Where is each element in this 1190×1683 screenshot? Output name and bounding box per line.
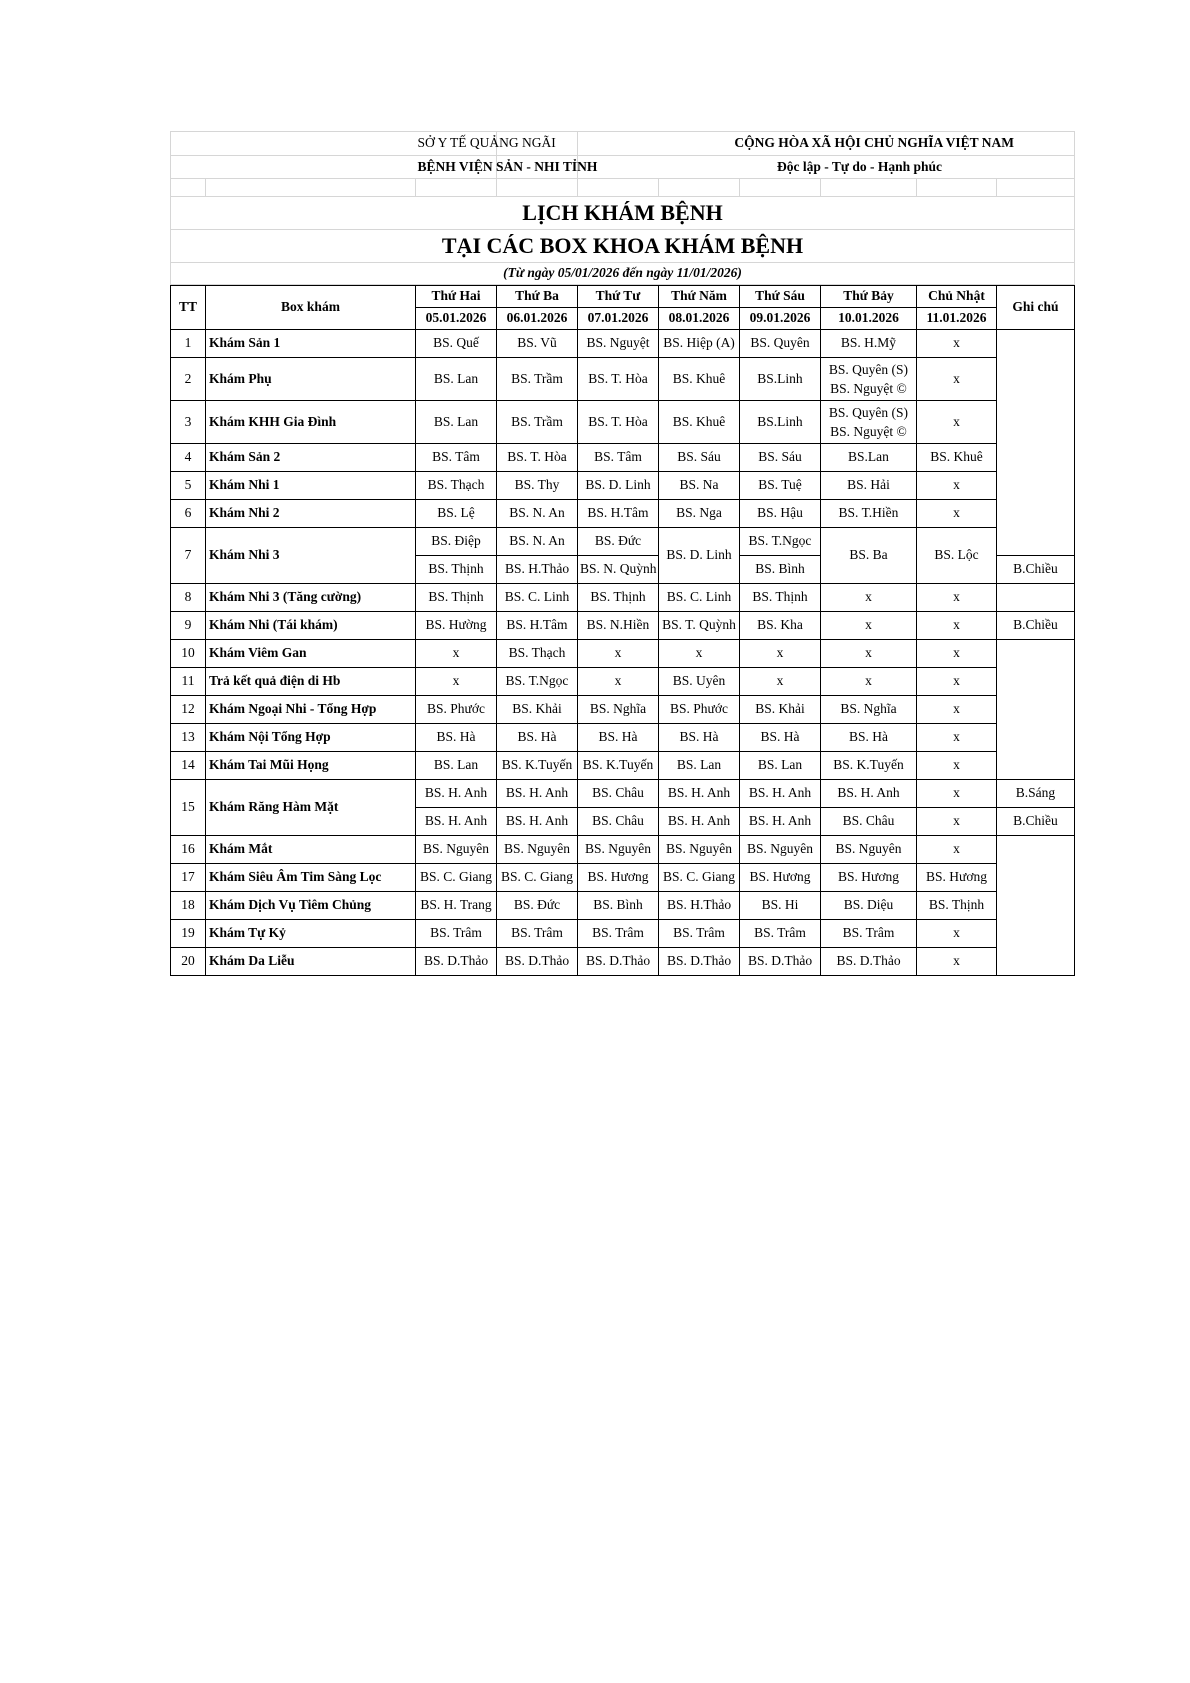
cell: BS. H. Anh <box>416 780 497 808</box>
box-name: Khám Dịch Vụ Tiêm Chủng <box>206 892 416 920</box>
cell: x <box>917 330 997 358</box>
col-header-tt: TT <box>171 286 206 330</box>
cell: BS. Bình <box>740 556 821 584</box>
cell: x <box>917 920 997 948</box>
cell: BS. Bình <box>578 892 659 920</box>
cell: x <box>917 401 997 444</box>
row-number: 16 <box>171 836 206 864</box>
cell: BS. Đức <box>497 892 578 920</box>
cell: BS. Thịnh <box>578 584 659 612</box>
nation-line-1: CỘNG HÒA XÃ HỘI CHỦ NGHĨA VIỆT NAM <box>578 132 1075 156</box>
cell: BS. C. Giang <box>416 864 497 892</box>
row-number: 10 <box>171 640 206 668</box>
cell: x <box>917 696 997 724</box>
table-row <box>171 724 1075 752</box>
cell: BS. H. Anh <box>659 808 740 836</box>
cell: BS. Hà <box>821 724 917 752</box>
schedule-grid <box>170 285 1075 976</box>
cell: x <box>740 640 821 668</box>
cell: BS. H. Trang <box>416 892 497 920</box>
cell: x <box>578 668 659 696</box>
cell: BS. D.Thảo <box>497 948 578 976</box>
cell: BS. Lệ <box>416 500 497 528</box>
cell: BS. Hà <box>416 724 497 752</box>
cell: BS. Quế <box>416 330 497 358</box>
row-number: 15 <box>171 780 206 836</box>
cell: BS. Hương <box>821 864 917 892</box>
col-header-date: 05.01.2026 <box>416 308 497 330</box>
cell: BS. Hường <box>416 612 497 640</box>
cell: BS. T.Ngọc <box>740 528 821 556</box>
cell: x <box>917 358 997 401</box>
cell: BS. K.Tuyến <box>497 752 578 780</box>
cell: BS. H. Anh <box>497 780 578 808</box>
box-name: Khám Tự Kỷ <box>206 920 416 948</box>
cell: BS. H.Thảo <box>659 892 740 920</box>
box-name: Khám Siêu Âm Tim Sàng Lọc <box>206 864 416 892</box>
cell: BS. D.Thảo <box>659 948 740 976</box>
cell: BS. Lan <box>416 752 497 780</box>
cell: BS. Khải <box>497 696 578 724</box>
table-row <box>171 640 1075 668</box>
note-cell <box>997 640 1075 780</box>
cell: BS. Khuê <box>659 401 740 444</box>
box-name: Khám Nhi 3 <box>206 528 416 584</box>
cell: BS. Thịnh <box>416 556 497 584</box>
page-subtitle-title: TẠI CÁC BOX KHOA KHÁM BỆNH <box>171 230 1075 263</box>
cell: x <box>917 724 997 752</box>
cell: BS. Khuê <box>659 358 740 401</box>
box-name: Khám Nội Tổng Hợp <box>206 724 416 752</box>
cell: BS. Hải <box>821 472 917 500</box>
cell: BS. Thạch <box>497 640 578 668</box>
cell: BS. Hương <box>917 864 997 892</box>
cell: x <box>917 584 997 612</box>
table-row <box>171 584 1075 612</box>
cell: BS. D. Linh <box>578 472 659 500</box>
cell: x <box>917 780 997 808</box>
note-cell <box>997 584 1075 612</box>
cell: BS. N. Quỳnh <box>578 556 659 584</box>
cell: BS. D.Thảo <box>578 948 659 976</box>
cell: x <box>917 808 997 836</box>
cell: BS. H. Anh <box>821 780 917 808</box>
cell: BS. Nguyên <box>497 836 578 864</box>
cell: BS. D. Linh <box>659 528 740 584</box>
box-name: Trả kết quả điện di Hb <box>206 668 416 696</box>
cell: BS. H.Thảo <box>497 556 578 584</box>
cell: BS. C. Giang <box>659 864 740 892</box>
cell: BS. Lộc <box>917 528 997 584</box>
row-number: 12 <box>171 696 206 724</box>
cell: BS. Thịnh <box>740 584 821 612</box>
box-name: Khám Da Liễu <box>206 948 416 976</box>
row-number: 2 <box>171 358 206 401</box>
row-number: 17 <box>171 864 206 892</box>
box-name: Khám Phụ <box>206 358 416 401</box>
cell: BS. N. An <box>497 528 578 556</box>
nation-line-2: Độc lập - Tự do - Hạnh phúc <box>578 156 1075 179</box>
row-number: 11 <box>171 668 206 696</box>
table-row <box>171 864 1075 892</box>
box-name: Khám Nhi 1 <box>206 472 416 500</box>
row-number: 6 <box>171 500 206 528</box>
cell: BS. Trâm <box>497 920 578 948</box>
cell: BS. Trâm <box>740 920 821 948</box>
box-name: Khám KHH Gia Đình <box>206 401 416 444</box>
row-number: 18 <box>171 892 206 920</box>
cell: BS. Tâm <box>578 444 659 472</box>
col-header-day: Thứ Tư <box>578 286 659 308</box>
col-header-day: Chủ Nhật <box>917 286 997 308</box>
row-number: 9 <box>171 612 206 640</box>
cell: BS. N.Hiền <box>578 612 659 640</box>
cell: BS. Trâm <box>659 920 740 948</box>
cell: BS. Hiệp (A) <box>659 330 740 358</box>
cell-line: BS. Quyên (S) <box>828 362 909 377</box>
cell: BS.Lan <box>821 444 917 472</box>
row-number: 13 <box>171 724 206 752</box>
cell: BS. Hà <box>578 724 659 752</box>
cell: BS. Trầm <box>497 401 578 444</box>
col-header-day: Thứ Sáu <box>740 286 821 308</box>
cell: BS. Nghĩa <box>578 696 659 724</box>
cell: BS.Linh <box>740 358 821 401</box>
cell: BS. Hà <box>740 724 821 752</box>
cell: BS. Khuê <box>917 444 997 472</box>
note-cell <box>997 836 1075 976</box>
cell: BS. Hà <box>497 724 578 752</box>
table-row <box>171 444 1075 472</box>
col-header-date: 08.01.2026 <box>659 308 740 330</box>
cell-line: BS. Nguyệt © <box>830 424 907 439</box>
cell: BS. Ba <box>821 528 917 584</box>
table-row <box>171 612 1075 640</box>
cell: BS. Phước <box>659 696 740 724</box>
box-name: Khám Mắt <box>206 836 416 864</box>
cell: BS. Hương <box>740 864 821 892</box>
cell: BS. Thy <box>497 472 578 500</box>
cell: BS. Châu <box>821 808 917 836</box>
row-number: 1 <box>171 330 206 358</box>
col-header-note: Ghi chú <box>997 286 1075 330</box>
cell: BS. Tâm <box>416 444 497 472</box>
row-number: 3 <box>171 401 206 444</box>
cell: BS. Hậu <box>740 500 821 528</box>
cell: BS. C. Linh <box>659 584 740 612</box>
cell: BS. Trầm <box>497 358 578 401</box>
date-range: (Từ ngày 05/01/2026 đến ngày 11/01/2026) <box>171 263 1075 285</box>
col-header-day: Thứ Hai <box>416 286 497 308</box>
cell: x <box>917 472 997 500</box>
cell: BS. Thịnh <box>917 892 997 920</box>
cell: BS. Nguyên <box>659 836 740 864</box>
cell: x <box>821 584 917 612</box>
col-header-date: 09.01.2026 <box>740 308 821 330</box>
cell: BS. H.Tâm <box>497 612 578 640</box>
note-cell: B.Chiều <box>997 612 1075 640</box>
cell: BS. D.Thảo <box>740 948 821 976</box>
cell: BS. Na <box>659 472 740 500</box>
row-number: 19 <box>171 920 206 948</box>
cell: BS. H.Tâm <box>578 500 659 528</box>
cell: BS. Phước <box>416 696 497 724</box>
cell: x <box>416 640 497 668</box>
col-header-box: Box khám <box>206 286 416 330</box>
cell: BS. Diệu <box>821 892 917 920</box>
org-line-2: BỆNH VIỆN SẢN - NHI TỈNH <box>416 156 497 179</box>
cell: BS. Nguyệt <box>578 330 659 358</box>
col-header-date: 07.01.2026 <box>578 308 659 330</box>
cell: x <box>917 640 997 668</box>
cell: BS. H. Anh <box>416 808 497 836</box>
cell-line: BS. Nguyệt © <box>830 381 907 396</box>
cell: BS. Hương <box>578 864 659 892</box>
box-name: Khám Sản 1 <box>206 330 416 358</box>
box-name: Khám Nhi 2 <box>206 500 416 528</box>
row-number: 14 <box>171 752 206 780</box>
cell: BS. Lan <box>416 401 497 444</box>
table-row <box>171 948 1075 976</box>
cell: BS. T. Hòa <box>578 358 659 401</box>
cell: BS. Thạch <box>416 472 497 500</box>
cell: BS. Lan <box>740 752 821 780</box>
row-number: 5 <box>171 472 206 500</box>
table-row <box>171 358 1075 401</box>
table-row <box>171 472 1075 500</box>
table-row <box>171 528 1075 556</box>
cell: x <box>578 640 659 668</box>
cell: x <box>917 752 997 780</box>
row-number: 20 <box>171 948 206 976</box>
cell: BS. Trâm <box>416 920 497 948</box>
col-header-day: Thứ Năm <box>659 286 740 308</box>
cell: BS. Hà <box>659 724 740 752</box>
table-row <box>171 836 1075 864</box>
cell: BS. Nguyên <box>821 836 917 864</box>
cell: x <box>821 640 917 668</box>
schedule-sheet <box>170 131 1074 976</box>
box-name: Khám Răng Hàm Mặt <box>206 780 416 836</box>
cell: BS. Sáu <box>659 444 740 472</box>
cell: BS. Điệp <box>416 528 497 556</box>
cell: x <box>917 668 997 696</box>
note-cell: B.Chiều <box>997 808 1075 836</box>
cell: x <box>917 612 997 640</box>
cell: x <box>821 612 917 640</box>
cell: BS. Nguyên <box>578 836 659 864</box>
cell: BS. Khải <box>740 696 821 724</box>
box-name: Khám Viêm Gan <box>206 640 416 668</box>
cell-line: BS. Quyên (S) <box>828 405 909 420</box>
table-row <box>171 892 1075 920</box>
cell: x <box>416 668 497 696</box>
cell: BS. Quyên <box>740 330 821 358</box>
table-row <box>171 696 1075 724</box>
cell: BS. Lan <box>659 752 740 780</box>
cell: BS. D.Thảo <box>821 948 917 976</box>
cell: BS. H. Anh <box>740 808 821 836</box>
row-number: 7 <box>171 528 206 584</box>
cell: BS. Tuệ <box>740 472 821 500</box>
cell: BS. H. Anh <box>497 808 578 836</box>
cell: x <box>740 668 821 696</box>
cell: BS. H.Mỹ <box>821 330 917 358</box>
page-title: LỊCH KHÁM BỆNH <box>171 197 1075 230</box>
cell: BS. Thịnh <box>416 584 497 612</box>
cell: BS. Đức <box>578 528 659 556</box>
cell: BS. Nguyên <box>416 836 497 864</box>
box-name: Khám Nhi 3 (Tăng cường) <box>206 584 416 612</box>
note-cell <box>997 330 1075 556</box>
cell: BS. H. Anh <box>659 780 740 808</box>
cell: x <box>917 836 997 864</box>
col-header-date: 06.01.2026 <box>497 308 578 330</box>
row-number: 4 <box>171 444 206 472</box>
cell: BS. T. Hòa <box>497 444 578 472</box>
cell: BS. T.Hiền <box>821 500 917 528</box>
table-row <box>171 780 1075 808</box>
schedule-table <box>170 131 1075 285</box>
cell: BS. Trâm <box>821 920 917 948</box>
cell: BS.Linh <box>740 401 821 444</box>
cell <box>821 401 917 444</box>
col-header-date: 11.01.2026 <box>917 308 997 330</box>
cell: BS. K.Tuyến <box>821 752 917 780</box>
col-header-day: Thứ Bảy <box>821 286 917 308</box>
cell <box>821 358 917 401</box>
table-row <box>171 752 1075 780</box>
box-name: Khám Tai Mũi Họng <box>206 752 416 780</box>
table-row <box>171 401 1075 444</box>
cell: BS. Nghĩa <box>821 696 917 724</box>
col-header-date: 10.01.2026 <box>821 308 917 330</box>
cell: BS. Châu <box>578 808 659 836</box>
cell: BS. Lan <box>416 358 497 401</box>
row-number: 8 <box>171 584 206 612</box>
cell: BS. Sáu <box>740 444 821 472</box>
cell: BS. H. Anh <box>740 780 821 808</box>
cell: x <box>821 668 917 696</box>
cell: BS. Trâm <box>578 920 659 948</box>
table-row <box>171 500 1075 528</box>
cell: x <box>917 948 997 976</box>
cell: BS. T. Hòa <box>578 401 659 444</box>
box-name: Khám Sản 2 <box>206 444 416 472</box>
cell: BS. Vũ <box>497 330 578 358</box>
cell: BS. C. Linh <box>497 584 578 612</box>
cell: BS. Hi <box>740 892 821 920</box>
table-row <box>171 668 1075 696</box>
cell: BS. N. An <box>497 500 578 528</box>
cell: x <box>917 500 997 528</box>
cell: BS. D.Thảo <box>416 948 497 976</box>
table-row <box>171 920 1075 948</box>
cell: BS. K.Tuyến <box>578 752 659 780</box>
box-name: Khám Ngoại Nhi - Tổng Hợp <box>206 696 416 724</box>
cell: BS. T. Quỳnh <box>659 612 740 640</box>
cell: BS. Uyên <box>659 668 740 696</box>
note-cell: B.Chiều <box>997 556 1075 584</box>
cell: BS. Kha <box>740 612 821 640</box>
org-line-1: SỞ Y TẾ QUẢNG NGÃI <box>416 132 497 156</box>
cell: BS. C. Giang <box>497 864 578 892</box>
note-cell: B.Sáng <box>997 780 1075 808</box>
box-name: Khám Nhi (Tái khám) <box>206 612 416 640</box>
cell: BS. Nguyên <box>740 836 821 864</box>
cell: BS. Châu <box>578 780 659 808</box>
cell: BS. T.Ngọc <box>497 668 578 696</box>
col-header-day: Thứ Ba <box>497 286 578 308</box>
cell: x <box>659 640 740 668</box>
table-row <box>171 330 1075 358</box>
cell: BS. Nga <box>659 500 740 528</box>
